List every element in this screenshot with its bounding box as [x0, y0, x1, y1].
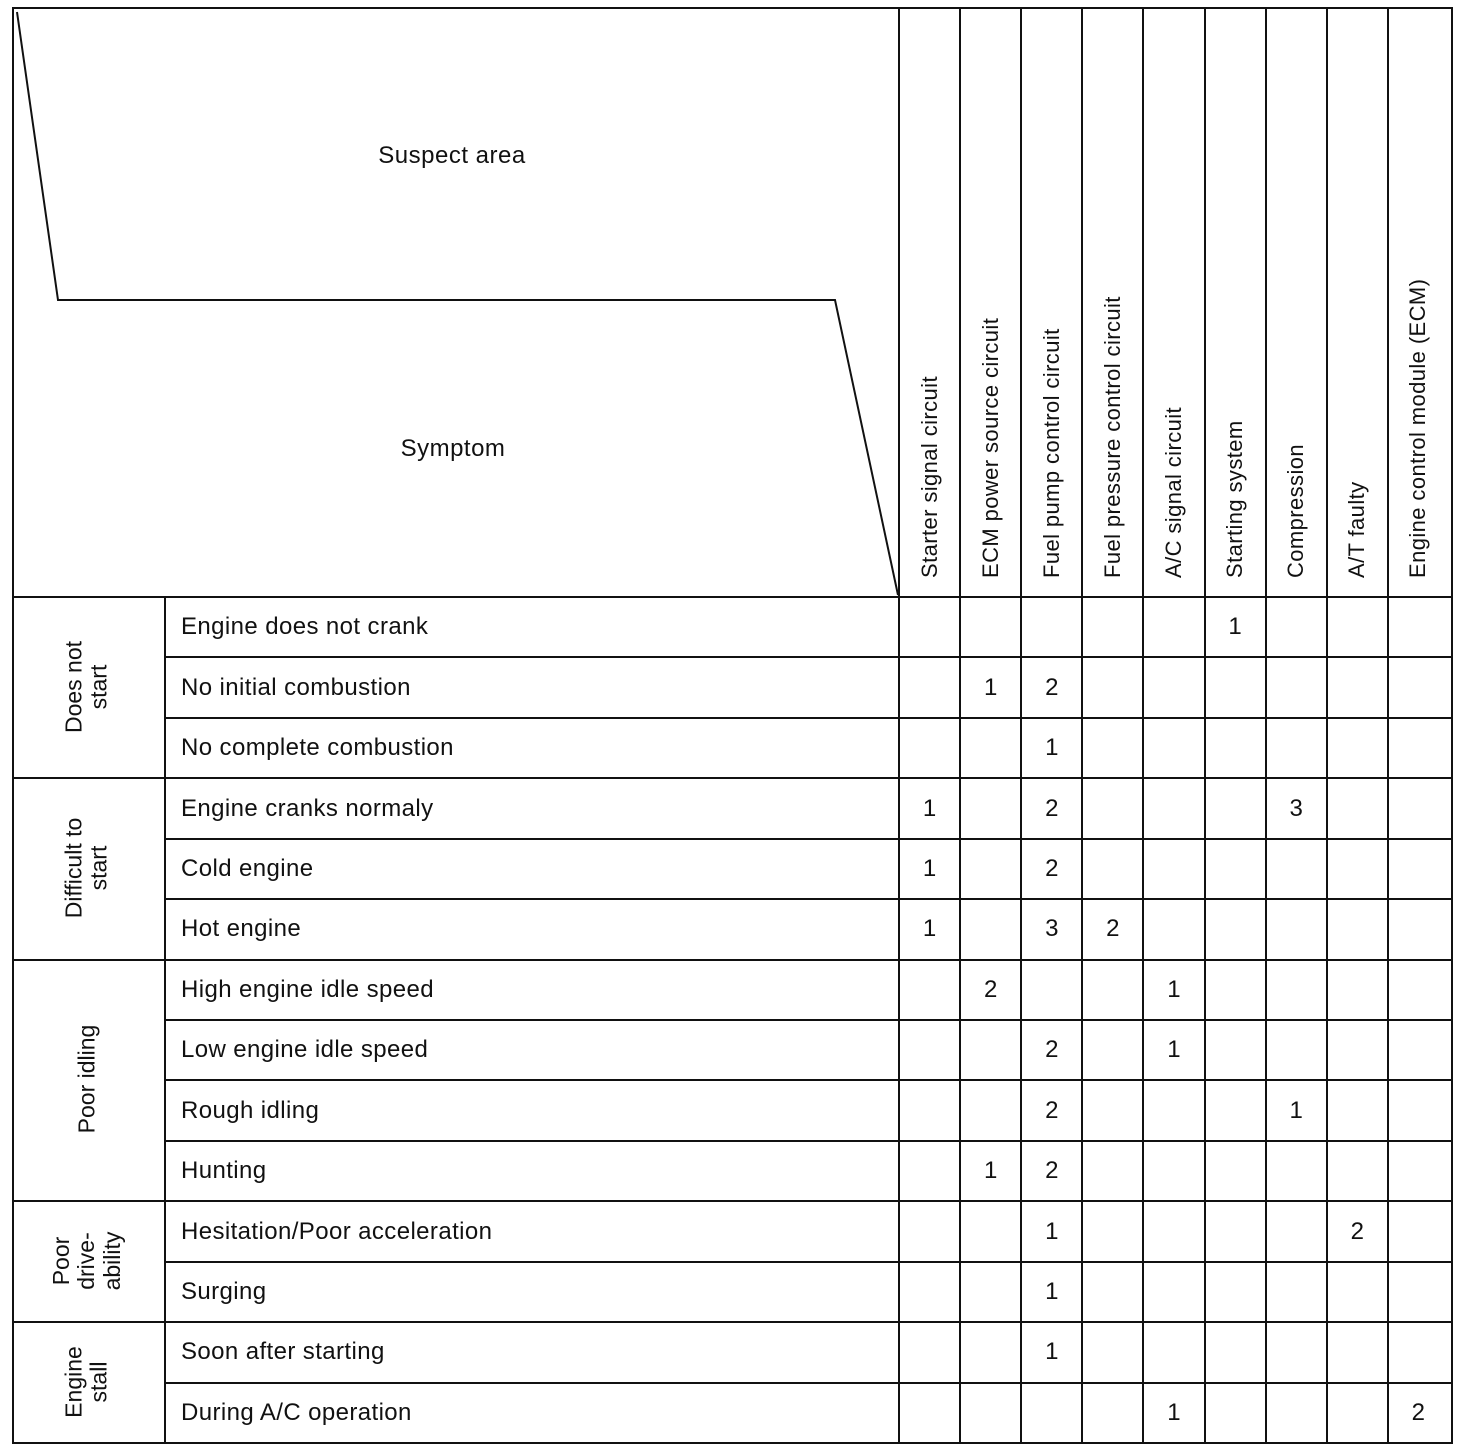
priority-value: 2 [983, 975, 998, 1003]
category-label-line: Does not [60, 640, 87, 733]
row-divider [165, 898, 1451, 900]
symptom-category-label [49, 1231, 125, 1290]
symptom-row-label: During A/C operation [181, 1398, 412, 1426]
column-header: Fuel pump control circuit [1038, 328, 1064, 578]
category-label-line: start [85, 845, 112, 891]
symptom-row-label: Hot engine [181, 915, 302, 943]
symptom-row-label: Soon after starting [181, 1338, 385, 1366]
column-divider [1265, 7, 1267, 1442]
priority-value: 1 [1045, 1338, 1059, 1366]
priority-value: 3 [1045, 915, 1059, 943]
priority-value: 1 [1228, 613, 1242, 641]
row-divider [165, 1382, 1451, 1384]
group-divider [12, 777, 1451, 779]
priority-value: 1 [922, 794, 937, 822]
group-divider [12, 959, 1451, 961]
symptom-row-label: Hunting [181, 1157, 267, 1185]
column-header: Engine control module (ECM) [1405, 278, 1431, 578]
priority-value: 1 [922, 854, 937, 882]
category-label-line: Difficult to [60, 817, 87, 919]
table-border-top [12, 7, 1451, 9]
priority-value: 1 [1167, 1398, 1181, 1426]
suspect-area-label: Suspect area [378, 142, 526, 169]
priority-value: 2 [1045, 1096, 1059, 1124]
symptom-row-label: Rough idling [181, 1096, 320, 1124]
priority-value: 2 [1045, 673, 1059, 701]
column-header: A/C signal circuit [1160, 406, 1186, 578]
column-header: Fuel pressure control circuit [1099, 296, 1125, 578]
column-header: Starter signal circuit [916, 376, 942, 578]
column-divider [898, 7, 900, 1442]
column-header: ECM power source circuit [977, 317, 1003, 578]
row-divider [165, 1079, 1451, 1081]
category-label-line: ability [98, 1231, 125, 1291]
symptom-row-label: Low engine idle speed [181, 1036, 429, 1064]
priority-value: 1 [1289, 1096, 1303, 1124]
priority-value: 3 [1289, 794, 1303, 822]
symptom-row-label: No initial combustion [181, 673, 411, 701]
priority-value: 1 [922, 915, 937, 943]
column-divider [1204, 7, 1206, 1442]
column-header: A/T faulty [1344, 481, 1370, 578]
priority-value: 2 [1106, 915, 1120, 943]
table-border-right [1451, 7, 1453, 1442]
category-label-line: stall [85, 1361, 112, 1403]
symptom-label: Symptom [400, 435, 506, 462]
priority-value: 2 [1350, 1217, 1364, 1245]
priority-value: 1 [1045, 734, 1059, 762]
category-label-line: Poor idling [72, 1025, 99, 1134]
priority-value: 1 [983, 1157, 998, 1185]
category-label-line: Engine [60, 1345, 87, 1418]
column-header: Starting system [1222, 420, 1248, 578]
priority-value: 2 [1045, 794, 1059, 822]
priority-value: 2 [1411, 1398, 1426, 1426]
priority-value: 1 [1045, 1277, 1059, 1305]
category-label-line: drive- [72, 1231, 99, 1290]
row-divider [165, 1019, 1451, 1021]
symptom-category-label [61, 818, 112, 919]
row-divider [165, 1140, 1451, 1142]
symptom-row-label: Engine cranks normaly [181, 794, 434, 822]
row-divider [165, 1261, 1451, 1263]
column-divider [1020, 7, 1022, 1442]
priority-value: 2 [1045, 854, 1059, 882]
category-label-line: start [85, 664, 112, 710]
symptom-row-label: Cold engine [181, 854, 314, 882]
symptom-category-label [61, 641, 112, 733]
column-divider [1142, 7, 1144, 1442]
symptom-row-label: Engine does not crank [181, 613, 429, 641]
group-divider [12, 1321, 1451, 1323]
symptom-row-label: Hesitation/Poor acceleration [181, 1217, 493, 1245]
priority-value: 2 [1045, 1036, 1059, 1064]
priority-value: 1 [983, 673, 998, 701]
priority-value: 1 [1167, 975, 1181, 1003]
priority-value: 1 [1167, 1036, 1181, 1064]
symptom-row-label: High engine idle speed [181, 975, 434, 1003]
group-divider [12, 1200, 1451, 1202]
table-border-bottom [12, 1442, 1453, 1444]
symptom-category-label [61, 1346, 112, 1418]
column-divider [1081, 7, 1083, 1442]
row-divider [165, 838, 1451, 840]
row-divider [165, 717, 1451, 719]
symptom-category-label [74, 1025, 99, 1134]
symptom-row-label: No complete combustion [181, 734, 454, 762]
header-bottom-rule [12, 596, 1451, 598]
table-border-left [12, 7, 14, 1442]
column-divider [1326, 7, 1328, 1442]
row-divider [165, 656, 1451, 658]
column-header: Compression [1283, 443, 1309, 578]
priority-value: 2 [1045, 1157, 1059, 1185]
symptom-row-label: Surging [181, 1277, 267, 1305]
column-divider [1387, 7, 1389, 1442]
priority-value: 1 [1045, 1217, 1059, 1245]
column-divider [959, 7, 961, 1442]
category-label-line: Poor [47, 1236, 74, 1285]
